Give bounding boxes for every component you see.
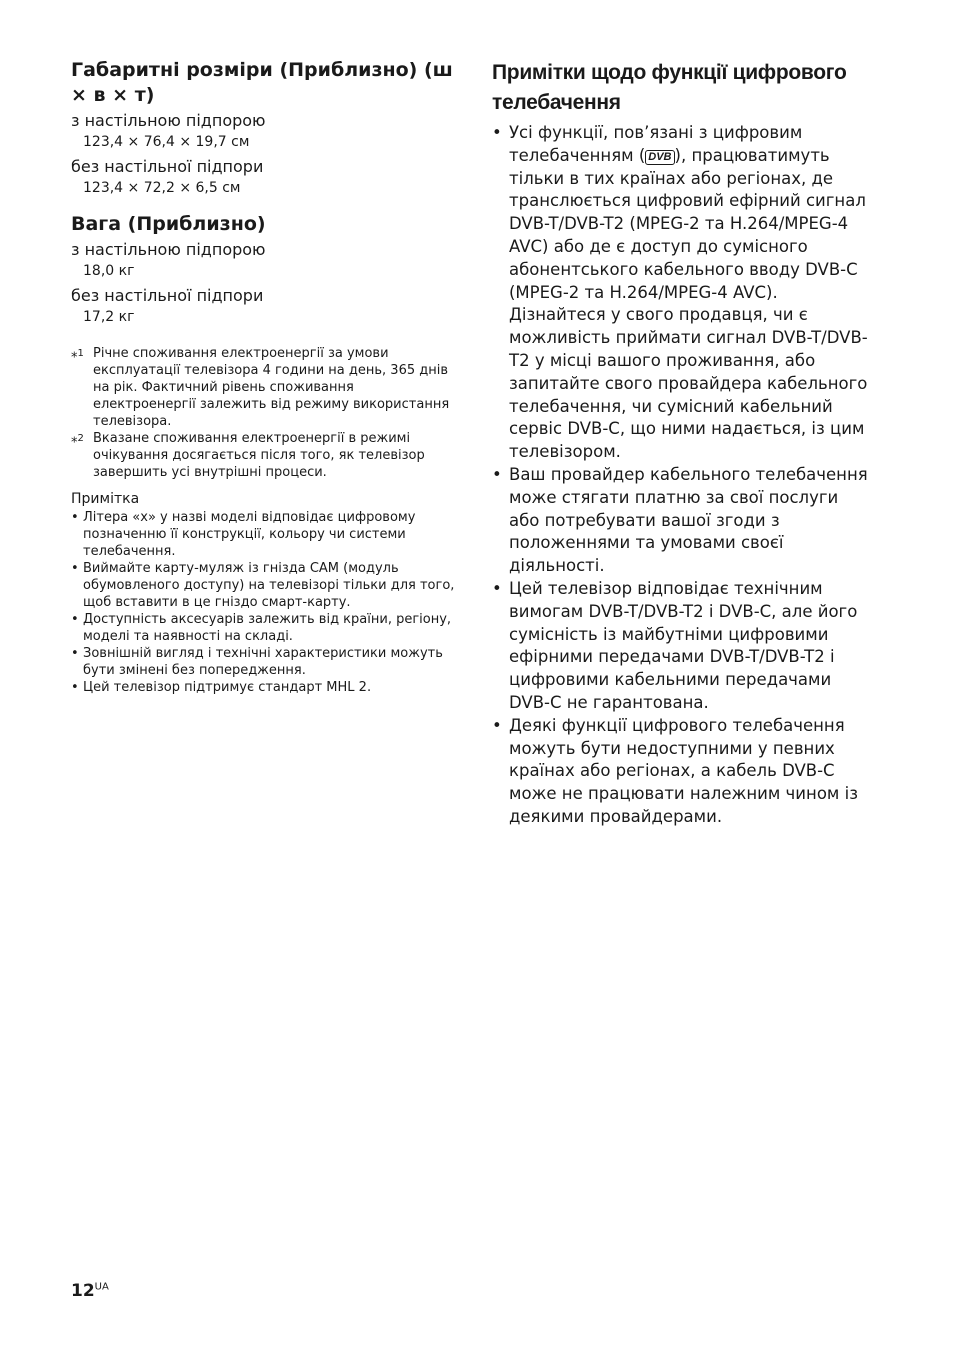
digital-note-item: • Деякі функції цифрового телебачення можуть бути недоступними у певних країнах або регіонах, а кабель DVB-C може не працювати належним чином із деякими провайдерами. [492,715,872,829]
weight-heading: Вага (Приблизно) [71,213,266,235]
note-item: • Виймайте карту-муляж із гнізда CAM (модуль обумовленого доступу) на телевізорі тільки для того, щоб вставити в це гніздо смарт-карту. [71,560,456,611]
digital-note-item: • Цей телевізор відповідає технічним вимогам DVB-T/DVB-T2 і DVB-C, але його сумісність із майбутніми цифровими ефірними передачами DVB-T/DVB-T2 і цифровими кабельними передачами DVB-C не гарантована. [492,578,872,715]
footnote-marker: *$^1$ [71,348,84,366]
footnote [71,430,456,481]
note-item: • Зовнішній вигляд і технічні характеристики можуть бути змінені без попередження. [71,645,456,679]
dvb-logo-icon: DVB [645,150,674,165]
dimensions-with-stand-value: 123,4 × 76,4 × 19,7 см [83,134,250,150]
left-column [71,58,456,696]
footnote [71,345,456,430]
page-number: $12^{UA}$ [71,1281,109,1301]
note-item: • Цей телевізор підтримує стандарт MHL 2. [71,679,456,696]
digital-tv-notes [492,122,872,829]
note-heading: Примітка [71,491,140,507]
footnotes [71,345,456,481]
digital-tv-heading: Примітки щодо функції цифрового телебачення [492,61,847,114]
weight-with-stand-value: 18,0 кг [83,263,135,279]
dimensions-heading: Габаритні розміри (Приблизно) (ш × в × т) [71,59,453,106]
digital-note-item: • Ваш провайдер кабельного телебачення може стягати платню за свої послуги або потребувати вашої згоди з положеннями та умовами своєї діяльності. [492,464,872,578]
footnote-text: Вказане споживання електроенергії в режимі очікування досягається після того, як телевізор завершить усі внутрішні процеси. [93,431,425,480]
weight-without-stand-value: 17,2 кг [83,309,135,325]
weight-without-stand-label: без настільної підпори [71,286,264,305]
digital-note-item: • Усі функції, пов’язані з цифровим телебаченням ( DVB ), працюватимуть тільки в тих країнах або регіонах, де транслюється цифровий ефірний сигнал DVB-T/DVB-T2 (MPEG-2 та H.264/MPEG-4 AVC) або де є доступ до сумісного абонентського кабельного вводу DVB-C (MPEG-2 та H.264/MPEG-4 AVC). Дізнайтеся у свого продавця, чи є можливість приймати сигнал DVB-T/DVB-T2 у місці вашого проживання, або запитайте свого провайдера кабельного телебачення, чи сумісний кабельний сервіс DVB-C, що ними надається, із цим телевізором. [492,122,872,464]
right-column [492,58,872,829]
note-item: • Доступність аксесуарів залежить від країни, регіону, моделі та наявності на складі. [71,611,456,645]
note-item: • Літера «x» у назві моделі відповідає цифровому позначенню її конструкції, кольору чи системи телебачення. [71,509,456,560]
dimensions-without-stand-value: 123,4 × 72,2 × 6,5 см [83,180,241,196]
page-number-suffix: UA [94,1281,109,1293]
dimensions-with-stand-label: з настільною підпорою [71,111,266,130]
dimensions-without-stand-label: без настільної підпори [71,157,264,176]
weight-with-stand-label: з настільною підпорою [71,240,266,259]
note-list [71,509,456,696]
footnote-marker: *$^2$ [71,433,84,451]
footnote-text: Річне споживання електроенергії за умови експлуатації телевізора 4 години на день, 365 днів на рік. Фактичний рівень споживання електроенергії залежить від режиму використання телевізора. [93,346,450,429]
